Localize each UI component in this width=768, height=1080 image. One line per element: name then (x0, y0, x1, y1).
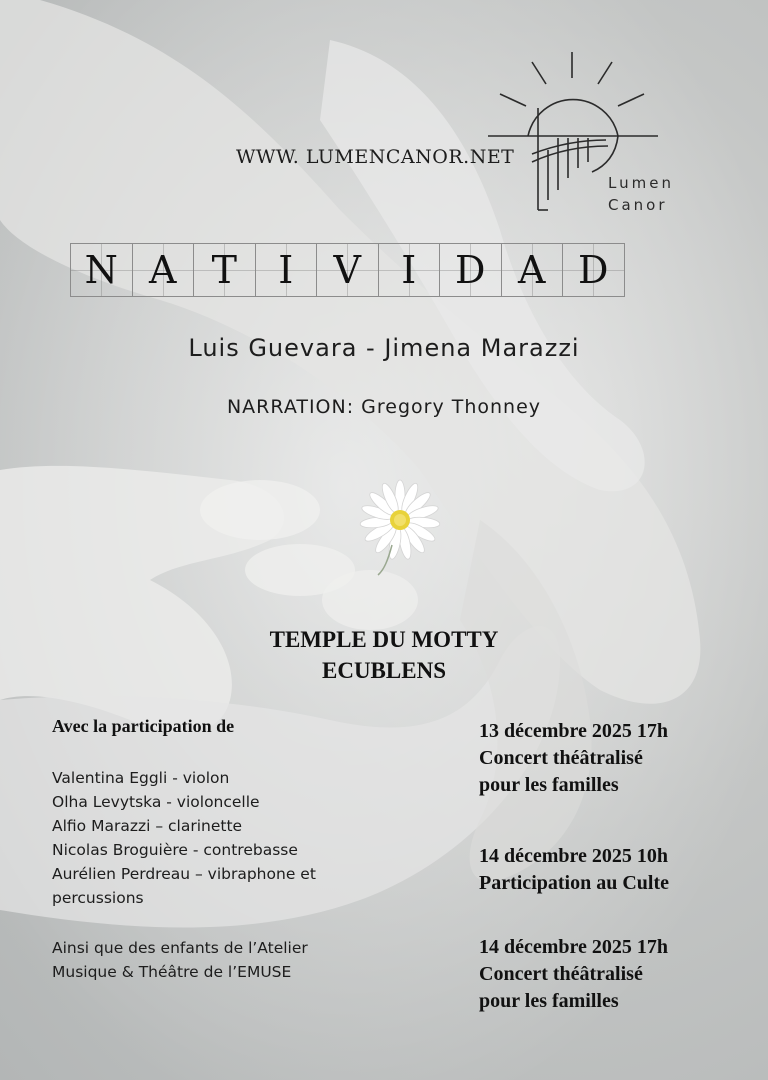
children-note-line: Ainsi que des enfants de l’Atelier (52, 939, 308, 957)
title-letter: I (378, 243, 441, 297)
title-letter: V (316, 243, 379, 297)
title-natividad (70, 243, 624, 299)
musician-item: Valentina Eggli - violon (52, 769, 230, 787)
event-description: Concert théâtralisé (479, 747, 643, 769)
musician-item: Nicolas Broguière - contrebasse (52, 841, 298, 859)
event-date: 14 décembre 2025 17h (479, 936, 669, 958)
children-note (52, 936, 382, 984)
website-url[interactable]: WWW. LUMENCANOR.NET (236, 146, 515, 168)
narration-line: NARRATION: Gregory Thonney (226, 396, 542, 418)
event-description: Concert théâtralisé (479, 963, 643, 985)
venue-name: TEMPLE DU MOTTY (269, 627, 499, 652)
composers-line: Luis Guevara - Jimena Marazzi (188, 334, 580, 362)
musician-item: percussions (52, 889, 144, 907)
title-letter: D (562, 243, 625, 297)
participants-heading: Avec la participation de (52, 716, 235, 736)
event-1 (479, 718, 668, 799)
title-letter: I (255, 243, 318, 297)
title-letter: D (439, 243, 502, 297)
musician-item: Alfio Marazzi – clarinette (52, 817, 243, 835)
logo-line-lumen: Lumen (608, 174, 674, 192)
logo-wordmark (608, 172, 674, 216)
title-letter: T (193, 243, 256, 297)
event-date: 14 décembre 2025 10h (479, 845, 669, 867)
musician-item: Aurélien Perdreau – vibraphone et (52, 865, 316, 883)
event-description: pour les familles (479, 774, 619, 796)
children-note-line: Musique & Théâtre de l’EMUSE (52, 963, 292, 981)
event-description: Participation au Culte (479, 872, 669, 894)
event-3 (479, 934, 668, 1015)
event-description: pour les familles (479, 990, 619, 1012)
title-letter: A (132, 243, 195, 297)
musicians-list (52, 766, 372, 910)
title-letter: N (70, 243, 133, 297)
event-date: 13 décembre 2025 17h (479, 720, 669, 742)
title-letter: A (501, 243, 564, 297)
event-2 (479, 843, 669, 897)
venue-town: ECUBLENS (322, 658, 446, 683)
musician-item: Olha Levytska - violoncelle (52, 793, 260, 811)
venue (0, 624, 768, 686)
logo-line-canor: Canor (608, 196, 668, 214)
